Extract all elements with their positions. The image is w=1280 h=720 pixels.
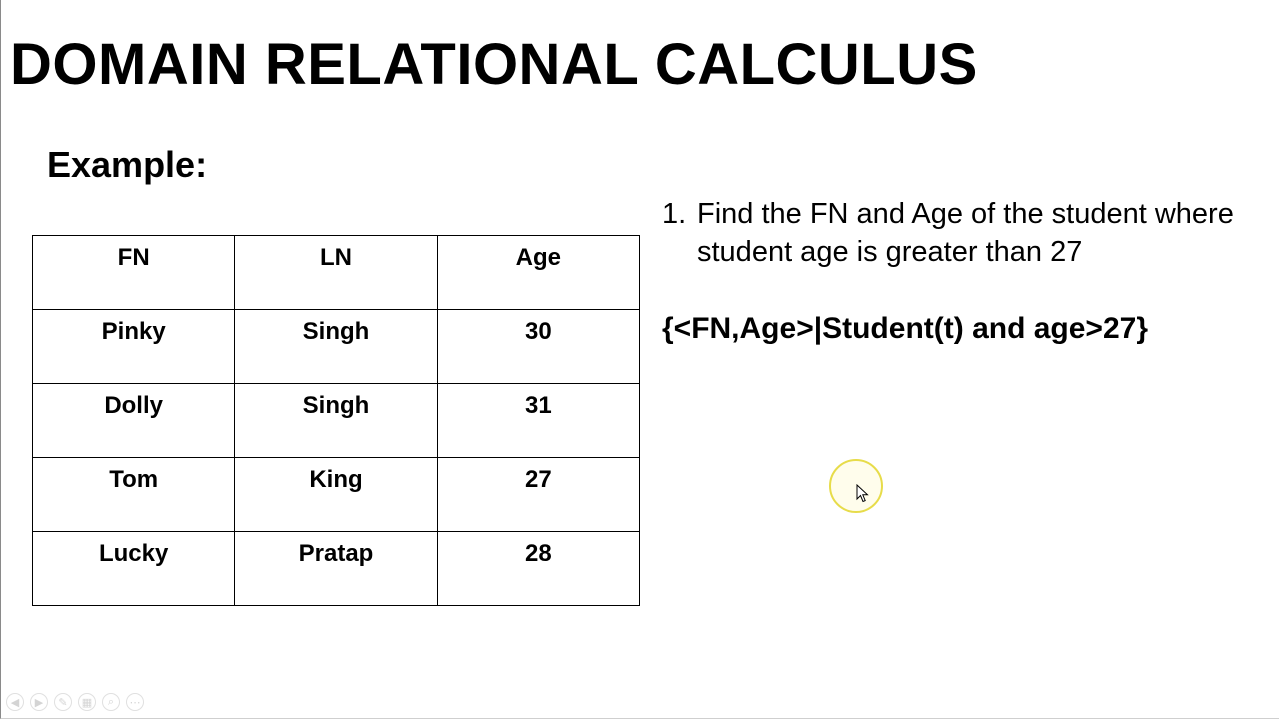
table-cell-ln: Singh <box>235 310 437 384</box>
next-icon[interactable]: ▶ <box>30 693 48 711</box>
question-number: 1. <box>662 198 687 230</box>
table-cell-ln: Singh <box>235 384 437 458</box>
table-cell-age: 30 <box>437 310 639 384</box>
column-header-fn: FN <box>33 236 235 310</box>
table-cell-fn: Tom <box>33 458 235 532</box>
calculus-formula: {<FN,Age>|Student(t) and age>27} <box>662 312 1148 345</box>
table-row <box>33 384 640 458</box>
table-cell-ln: King <box>235 458 437 532</box>
student-table <box>32 235 640 606</box>
table-cell-ln: Pratap <box>235 532 437 606</box>
slide-title: DOMAIN RELATIONAL CALCULUS <box>10 32 978 97</box>
table-cell-age: 27 <box>437 458 639 532</box>
table-cell-age: 31 <box>437 384 639 458</box>
pen-icon[interactable]: ✎ <box>54 693 72 711</box>
mouse-pointer-icon <box>856 484 870 504</box>
previous-icon[interactable]: ◀ <box>6 693 24 711</box>
slideshow-controls <box>6 693 144 711</box>
table-row <box>33 458 640 532</box>
table-cell-fn: Dolly <box>33 384 235 458</box>
table-cell-fn: Lucky <box>33 532 235 606</box>
more-icon[interactable]: ⋯ <box>126 693 144 711</box>
slides-icon[interactable]: ▦ <box>78 693 96 711</box>
slide-subtitle: Example: <box>47 144 208 185</box>
table-row <box>33 310 640 384</box>
table-row <box>33 532 640 606</box>
table-cell-age: 28 <box>437 532 639 606</box>
question-text: Find the FN and Age of the student where student age is greater than 27 <box>697 198 1234 268</box>
table-header-row <box>33 236 640 310</box>
table-cell-fn: Pinky <box>33 310 235 384</box>
column-header-age: Age <box>437 236 639 310</box>
zoom-icon[interactable]: ⌕ <box>102 693 120 711</box>
column-header-ln: LN <box>235 236 437 310</box>
